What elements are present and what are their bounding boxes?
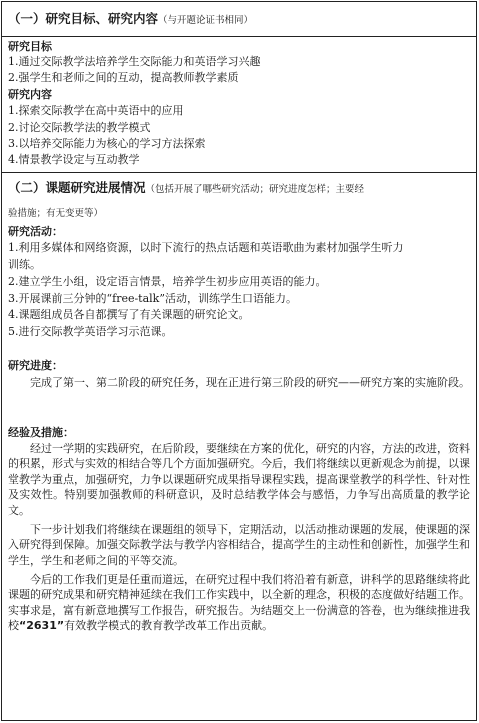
activity-item: 2.建立学生小组，设定语言情景，培养学生初步应用英语的能力。 — [8, 275, 327, 288]
progress-heading: 研究进度： — [8, 359, 63, 372]
measures-heading: 经验及措施： — [8, 426, 74, 439]
section2-note: （包括开展了哪些研究活动；研究进度怎样；主要经 — [145, 184, 365, 195]
measures-paragraph: 下一步计划我们将继续在课题组的领导下，定期活动，以活动推动课题的发展，使课题的深入研究得到保障。加强交际教学法与教学内容相结合，提高学生的主动性和创新性，加强学生和学生，学生和老师之间的平等交流。 — [8, 523, 470, 567]
activity-item: 训练。 — [8, 258, 41, 271]
progress-paragraph: 完成了第一、第二阶段的研究任务，现在正进行第三阶段的研究——研究方案的实施阶段。 — [30, 376, 470, 389]
content-heading: 研究内容 — [8, 88, 52, 101]
activity-item: 4.课题组成员各自都撰写了有关课题的研究论文。 — [8, 308, 250, 321]
section2-header — [8, 178, 364, 200]
divider — [2, 172, 476, 173]
goals-heading: 研究目标 — [8, 40, 52, 53]
content-item: 2.讨论交际教学法的教学模式 — [8, 121, 151, 134]
activities-heading: 研究活动： — [8, 225, 63, 238]
content-item: 4.情景教学设定与互动教学 — [8, 153, 140, 166]
content-item: 3.以培养交际能力为核心的学习方法探索 — [8, 137, 206, 150]
activity-item: 5.进行交际教学英语学习示范课。 — [8, 325, 173, 338]
measures-paragraph: 经过一学期的实践研究，在后阶段，要继续在方案的优化，研究的内容，方法的改进，资料的积累，形式与实效的相结合等几个方面加强研究。今后，我们将继续以更新观念为前提，以课堂教学为重点，加强研究，力争以课题研究成果指导课程实践，提高课堂教学的科学性、针对性及实效性。特别要加强教师的科研意识，及时总结教学体会与感悟，力争写出高质量的教学论文。 — [8, 442, 470, 517]
report-form — [1, 1, 477, 721]
divider — [2, 36, 476, 37]
measures-text: 有效教学模式的教育教学改革工作出贡献。 — [64, 619, 274, 633]
measures-text: 今后的工作我们更是任重而道远，在研究过程中我们将沿着有新意，讲科学的思路继续将此课题的研究成果和研究精神延续在我们工作实践中，以全新的理念，积极的态度做好结题工作。实事求是，富有新意地撰写工作报告，研究报告。为结题交上一份满意的答卷，也为继续推进我校 — [8, 573, 470, 633]
activity-item: 1.利用多媒体和网络资源，以时下流行的热点话题和英语歌曲为素材加强学生听力 — [8, 241, 404, 254]
model-name: “2631” — [19, 619, 65, 633]
section1-header — [8, 9, 253, 31]
measures-paragraph — [8, 572, 470, 634]
section1-title: （一）研究目标、研究内容 — [8, 11, 159, 26]
section1-note: （与开题论证书相同） — [158, 15, 254, 26]
goal-item: 2.强学生和老师之间的互动，提高教师教学素质 — [8, 71, 239, 84]
activity-item: 3.开展课前三分钟的“free-talk”活动，训练学生口语能力。 — [8, 292, 297, 305]
goal-item: 1.通过交际教学法培养学生交际能力和英语学习兴趣 — [8, 55, 261, 68]
section2-title: （二）课题研究进展情况 — [8, 180, 146, 195]
section2-note-continued: 验措施；有无变更等） — [8, 208, 104, 219]
content-item: 1.探索交际教学在高中英语中的应用 — [8, 104, 184, 117]
